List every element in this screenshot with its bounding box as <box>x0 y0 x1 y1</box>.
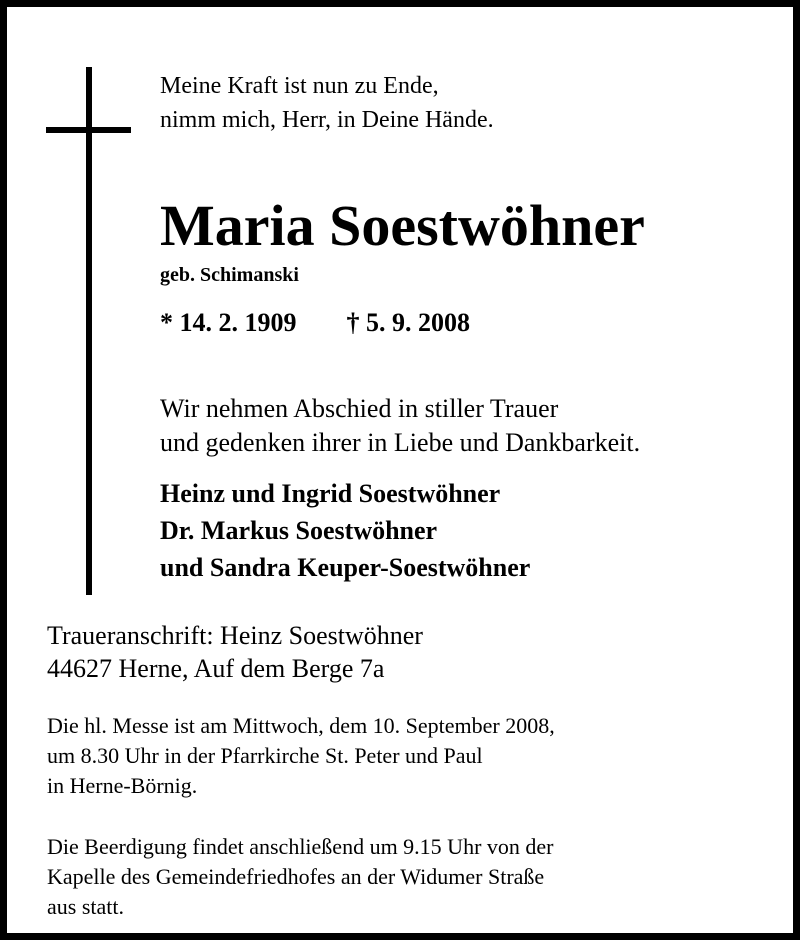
mourner-entry: und Sandra Keuper-Soestwöhner <box>160 553 531 582</box>
life-dates <box>160 303 470 343</box>
verse-line-1: Meine Kraft ist nun zu Ende, <box>160 73 439 99</box>
farewell-line-2: und gedenken ihrer in Liebe und Dankbarkeit. <box>160 428 641 457</box>
mass-line-3: in Herne-Börnig. <box>47 773 198 798</box>
burial-announcement <box>47 832 553 922</box>
farewell-line-1: Wir nehmen Abschied in stiller Trauer <box>160 394 559 423</box>
deceased-name: Maria Soestwöhner <box>160 193 645 258</box>
mass-announcement <box>47 711 555 801</box>
cross-horizontal-bar <box>46 127 131 133</box>
cross-vertical-bar <box>86 67 92 595</box>
burial-line-1: Die Beerdigung findet anschließend um 9.15 Uhr von der <box>47 834 554 859</box>
death-date: † 5. 9. 2008 <box>346 308 470 337</box>
burial-line-2: Kapelle des Gemeindefriedhofes an der Widumer Straße <box>47 864 545 889</box>
mourner-entry: Dr. Markus Soestwöhner <box>160 516 438 545</box>
mourner-entry: Heinz und Ingrid Soestwöhner <box>160 479 501 508</box>
farewell-text <box>160 392 640 460</box>
mourners-list <box>160 475 530 586</box>
birth-date: * 14. 2. 1909 <box>160 308 297 337</box>
mass-line-2: um 8.30 Uhr in der Pfarrkirche St. Peter und Paul <box>47 743 483 768</box>
mass-line-1: Die hl. Messe ist am Mittwoch, dem 10. September 2008, <box>47 713 555 738</box>
address-line-1: Traueranschrift: Heinz Soestwöhner <box>47 621 423 650</box>
birth-name: geb. Schimanski <box>160 264 299 286</box>
verse-line-2: nimm mich, Herr, in Deine Hände. <box>160 107 494 133</box>
mourning-address <box>47 619 423 685</box>
burial-line-3: aus statt. <box>47 894 124 919</box>
address-line-2: 44627 Herne, Auf dem Berge 7a <box>47 654 385 683</box>
bible-verse <box>160 69 494 137</box>
